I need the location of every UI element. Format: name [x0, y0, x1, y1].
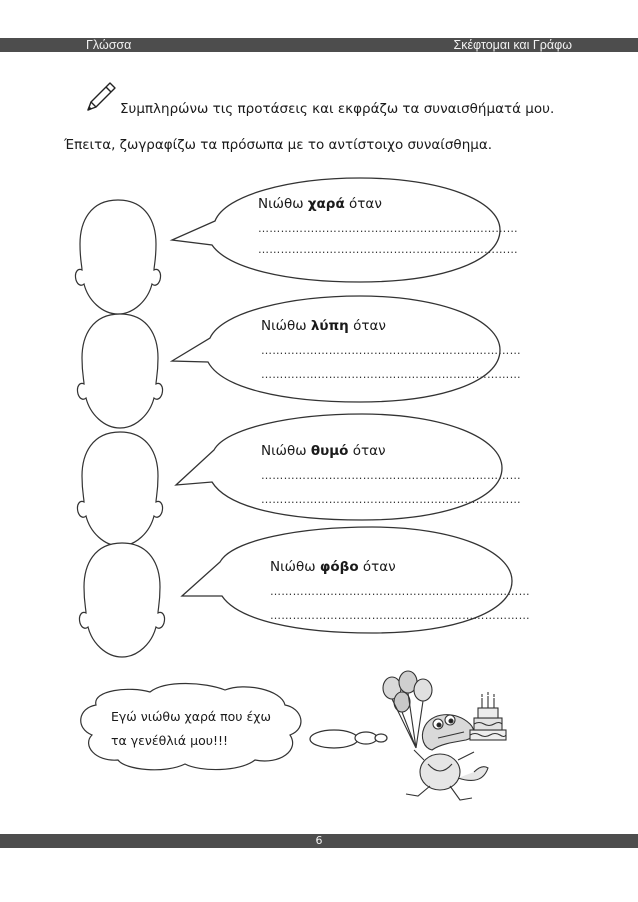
section-label: Σκέφτομαι και Γράφω	[453, 38, 572, 52]
answer-line-1a[interactable]: ……………………………………………………………	[258, 222, 518, 235]
sentence-suffix: όταν	[344, 196, 382, 212]
sentence-joy	[258, 196, 382, 212]
instruction-line-2: Έπειτα, ζωγραφίζω τα πρόσωπα με το αντίστοιχο συναίσθημα.	[64, 137, 493, 153]
answer-line-1b[interactable]: ……………………………………………………………	[258, 243, 518, 256]
sentence-sadness	[261, 318, 386, 334]
sentence-suffix: όταν	[348, 318, 386, 334]
instruction-line-1: Συμπληρώνω τις προτάσεις και εκφράζω τα συναισθήματά μου.	[120, 101, 555, 117]
thought-text	[111, 705, 271, 753]
sentence-suffix: όταν	[358, 559, 396, 575]
answer-line-4b[interactable]: ……………………………………………………………	[270, 609, 530, 622]
thought-line-1: Εγώ νιώθω χαρά που έχω	[111, 709, 271, 724]
sentence-fear	[270, 559, 396, 575]
sentence-prefix: Νιώθω	[270, 559, 320, 575]
answer-line-3a[interactable]: ……………………………………………………………	[261, 469, 521, 482]
sentence-prefix: Νιώθω	[258, 196, 308, 212]
emotion-word-sadness: λύπη	[310, 318, 349, 334]
emotion-word-anger: θυμό	[310, 443, 349, 459]
face-outline-4[interactable]	[79, 543, 164, 657]
crocodile-birthday-illustration	[378, 668, 538, 808]
face-outline-2[interactable]	[77, 314, 162, 428]
answer-line-2a[interactable]: ……………………………………………………………	[261, 344, 521, 357]
page-number: 6	[315, 834, 323, 847]
footer-bar	[0, 834, 638, 848]
face-outline-1[interactable]	[75, 200, 160, 314]
sentence-anger	[261, 443, 386, 459]
sentence-prefix: Νιώθω	[261, 443, 311, 459]
emotion-word-fear: φόβο	[319, 559, 359, 575]
sentence-suffix: όταν	[348, 443, 386, 459]
answer-line-2b[interactable]: ……………………………………………………………	[261, 368, 521, 381]
sentence-prefix: Νιώθω	[261, 318, 311, 334]
answer-line-4a[interactable]: ……………………………………………………………	[270, 585, 530, 598]
thought-line-2: τα γενέθλιά μου!!!	[111, 733, 228, 748]
emotion-word-joy: χαρά	[307, 196, 345, 212]
face-outline-3[interactable]	[77, 432, 162, 546]
answer-line-3b[interactable]: ……………………………………………………………	[261, 493, 521, 506]
subject-label: Γλώσσα	[86, 38, 132, 52]
